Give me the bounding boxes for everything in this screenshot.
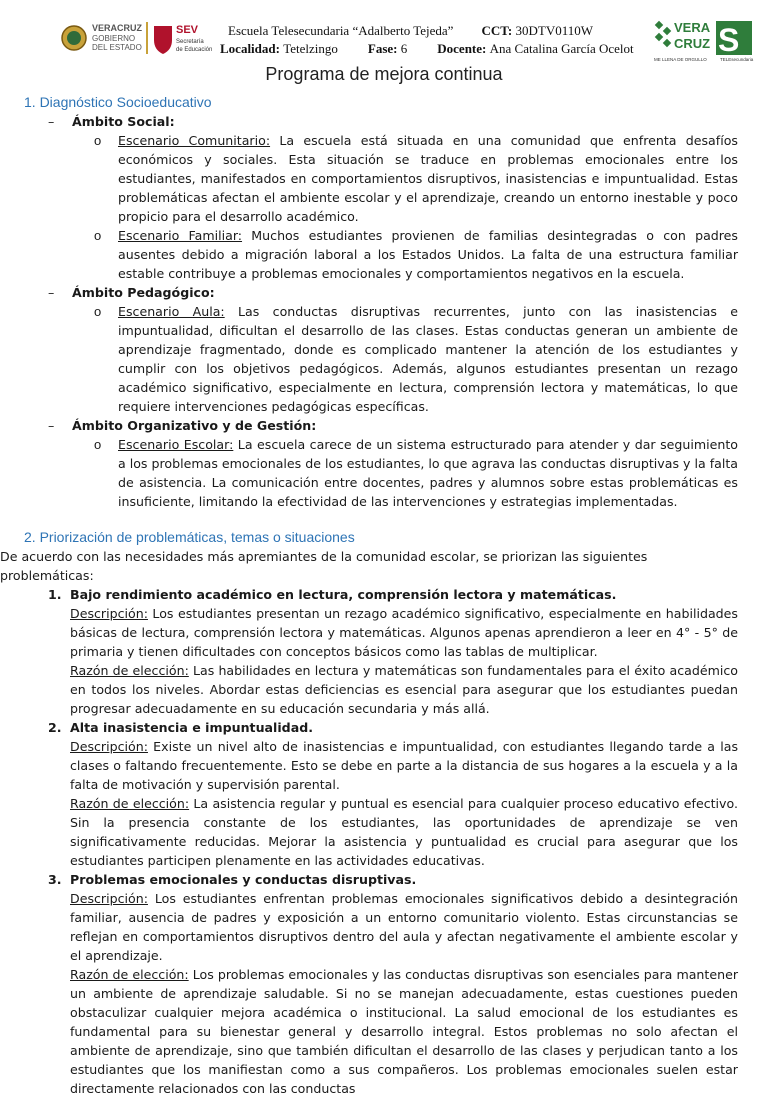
escenario-aula: o Escenario Aula: Las conductas disruptivas recurrentes, junto con las inasistencias e impuntualidad, dificultan el desarrollo de las clases. Estas conductas generan un ambiente de aprendizaje fragmentado, donde es complicado mantener la atención de los estudiantes y cumplir con los objetivos pedagógicos. Además, algunos estudiantes presentan un rezago académico significativo, especialmente en lectura, comprensión lectora y matemáticas, lo que requiere intervenciones pedagógicas específicas. bbox=[94, 304, 738, 414]
header-info bbox=[220, 22, 648, 58]
section1-heading: 1. Diagnóstico Socioeducativo bbox=[24, 94, 212, 110]
svg-text:DEL ESTADO: DEL ESTADO bbox=[92, 43, 142, 52]
svg-text:VERA: VERA bbox=[674, 20, 711, 35]
veracruz-telesecundaria-logo bbox=[654, 18, 754, 64]
problem-reason: Razón de elección: La asistencia regular y puntual es esencial para cualquier proceso educativo efectivo. Sin la presencia constante de los estudiantes, las oportunidades de aprendizaje se ven significativamente reducidas. Mejorar la asistencia y puntualidad es crucial para asegurar que los estudiantes participen plenamente en las actividades educativas. bbox=[70, 796, 738, 868]
problem-item: 1. Bajo rendimiento académico en lectura, comprensión lectora y matemáticas. Descripción: Los estudiantes presentan un rezago académico significativo, especialmente en habilidades básicas de lectura, comprensión lectora y matemáticas. Algunos apenas aprendieron a leer en 4° - 5° de primaria y tienen dificultades con conceptos básicos como las tablas de multiplicar. Razón de elección: Las habilidades en lectura y matemáticas son fundamentales para el éxito académico en todos los niveles. Abordar estas deficiencias es esencial para asegurar que los estudiantes puedan progresar adecuadamente en su educación secundaria y más allá. bbox=[48, 587, 738, 716]
docente-value: Ana Catalina García Ocelot bbox=[489, 41, 634, 56]
problem-reason: Razón de elección: Los problemas emocionales y las conductas disruptivas son esenciales para mantener un ambiente de aprendizaje saludable. Si no se manejan adecuadamente, estas cuestiones pueden obstaculizar cualquier mejora académica o institucional. La salud emocional de los estudiantes es fundamental para su bienestar general y desarrollo integral. Estos problemas no solo afectan el ambiente de aprendizaje, sino que también dificultan el desarrollo de las clases y perjudican tanto a los estudiantes que los manifiestan como a sus compañeros. Los problemas emocionales suelen estar directamente relacionados con las conductas bbox=[70, 967, 739, 1096]
page-title: Programa de mejora continua bbox=[265, 64, 503, 84]
veracruz-sev-logo bbox=[60, 16, 230, 60]
school-label: Escuela Telesecundaria bbox=[228, 23, 350, 38]
problem-description: Descripción: Los estudiantes presentan un rezago académico significativo, especialmente en habilidades básicas de lectura, comprensión lectora y matemáticas. Algunos apenas aprendieron a leer en 4° - 5° de primaria y tienen dificultades con conceptos básicos como las tablas de multiplicar. bbox=[70, 606, 738, 659]
document-header bbox=[0, 0, 768, 64]
problem-item: 3. Problemas emocionales y conductas disruptivas. Descripción: Los estudiantes enfrentan problemas emocionales significativos debido a desintegración familiar, ausencia de padres y exposición a un entorno comunitario violento. Estas circunstancias se reflejan en comportamientos disruptivos dentro del aula y afectan negativamente el ambiente escolar y el aprendizaje. Razón de elección: Los problemas emocionales y las conductas disruptivas son esenciales para mantener un ambiente de aprendizaje saludable. Si no se manejan adecuadamente, estas cuestiones pueden obstaculizar cualquier mejora académica o institucional. La salud emocional de los estudiantes es fundamental para su bienestar general y desarrollo integral. Estos problemas no solo afectan el ambiente de aprendizaje, sino que también dificultan el desarrollo de las clases y perjudican tanto a los estudiantes que los manifiestan como a sus compañeros. Los problemas emocionales suelen estar directamente relacionados con las conductas bbox=[48, 872, 739, 1096]
cct-label: CCT: bbox=[481, 23, 513, 38]
problem-description: Descripción: Existe un nivel alto de inasistencias e impuntualidad, con estudiantes llegando tarde a las clases o faltando frecuentemente. Esto se debe en parte a la distancia de sus hogares a la escuela y a la falta de motivación y supervisión parental. bbox=[70, 739, 738, 792]
svg-text:TELEsecundaria: TELEsecundaria bbox=[720, 57, 754, 62]
problem-description: Descripción: Los estudiantes enfrentan problemas emocionales significativos debido a desintegración familiar, ausencia de padres y exposición a un entorno comunitario violento. Estas circunstancias se reflejan en comportamientos disruptivos dentro del aula y afectan negativamente el ambiente escolar y el aprendizaje. bbox=[70, 891, 738, 963]
localidad-value: Tetelzingo bbox=[283, 41, 338, 56]
svg-text:ME LLENA DE ORGULLO: ME LLENA DE ORGULLO bbox=[654, 57, 707, 62]
problem-item: 2. Alta inasistencia e impuntualidad. Descripción: Existe un nivel alto de inasistencias e impuntualidad, con estudiantes llegando tarde a las clases o faltando frecuentemente. Esto se debe en parte a la distancia de sus hogares a la escuela y a la falta de motivación y supervisión parental. Razón de elección: La asistencia regular y puntual es esencial para cualquier proceso educativo efectivo. Sin la presencia constante de los estudiantes, las oportunidades de aprendizaje se ven significativamente reducidas. Mejorar la asistencia y puntualidad es crucial para asegurar que los estudiantes participen plenamente en las actividades educativas. bbox=[48, 720, 738, 868]
school-name: “Adalberto Tejeda” bbox=[352, 23, 454, 38]
ambito-organizativo-label: – Ámbito Organizativo y de Gestión: bbox=[48, 418, 317, 433]
localidad-label: Localidad: bbox=[220, 41, 280, 56]
logo-veracruz-text: VERACRUZ bbox=[92, 23, 143, 33]
problem-title: Bajo rendimiento académico en lectura, comprensión lectora y matemáticas. bbox=[70, 587, 617, 602]
svg-text:Secretaría: Secretaría bbox=[176, 39, 204, 45]
svg-text:de Educación: de Educación bbox=[176, 47, 213, 53]
cct-value: 30DTV0110W bbox=[515, 23, 594, 38]
document-body bbox=[0, 92, 739, 1098]
problem-reason: Razón de elección: Las habilidades en lectura y matemáticas son fundamentales para el éxito académico en todos los niveles. Abordar estas deficiencias es esencial para asegurar que los estudiantes puedan progresar adecuadamente en su educación secundaria y más allá. bbox=[70, 663, 738, 716]
svg-text:S: S bbox=[718, 22, 740, 58]
problem-title: Problemas emocionales y conductas disruptivas. bbox=[70, 872, 417, 887]
fase-label: Fase: bbox=[367, 41, 398, 56]
svg-text:CRUZ: CRUZ bbox=[674, 36, 711, 51]
svg-text:SEV: SEV bbox=[176, 24, 199, 36]
escenario-familiar: o Escenario Familiar: Muchos estudiantes provienen de familias desintegradas o con padres ausentes debido a migración laboral a los Estados Unidos. La falta de una estructura familiar estable contribuye a problemas emocionales y comportamientos negativos en la escuela. bbox=[94, 228, 738, 281]
escenario-escolar: o Escenario Escolar: La escuela carece de un sistema estructurado para atender y dar seguimiento a los problemas emocionales de los estudiantes, lo que agrava las conductas disruptivas y la falta de asistencia. La comunicación entre docentes, padres y alumnos sobre estas problemáticas es insuficiente, limitando la efectividad de las intervenciones y estrategias implementadas. bbox=[94, 437, 739, 509]
section2-intro: De acuerdo con las necesidades más apremiantes de la comunidad escolar, se priorizan las siguientes problemáticas: bbox=[0, 549, 648, 583]
escenario-comunitario: o Escenario Comunitario: La escuela está situada en una comunidad que enfrenta desafíos económicos y sociales. Esta situación se traduce en problemas emocionales entre los estudiantes, manifestados en comportamientos disruptivos, inasistencias e impuntualidad. Estas problemáticas afectan el ambiente escolar y el aprendizaje, creando un entorno inestable y poco propicio para el desarrollo académico. bbox=[94, 133, 738, 224]
docente-label: Docente: bbox=[437, 41, 487, 56]
fase-value: 6 bbox=[400, 41, 408, 56]
svg-text:GOBIERNO: GOBIERNO bbox=[92, 34, 136, 43]
problem-title: Alta inasistencia e impuntualidad. bbox=[70, 720, 313, 735]
ambito-pedagogico-label: – Ámbito Pedagógico: bbox=[48, 285, 215, 300]
section2-heading: 2. Priorización de problemáticas, temas o situaciones bbox=[24, 529, 355, 545]
ambito-social-label: – Ámbito Social: bbox=[48, 114, 175, 129]
